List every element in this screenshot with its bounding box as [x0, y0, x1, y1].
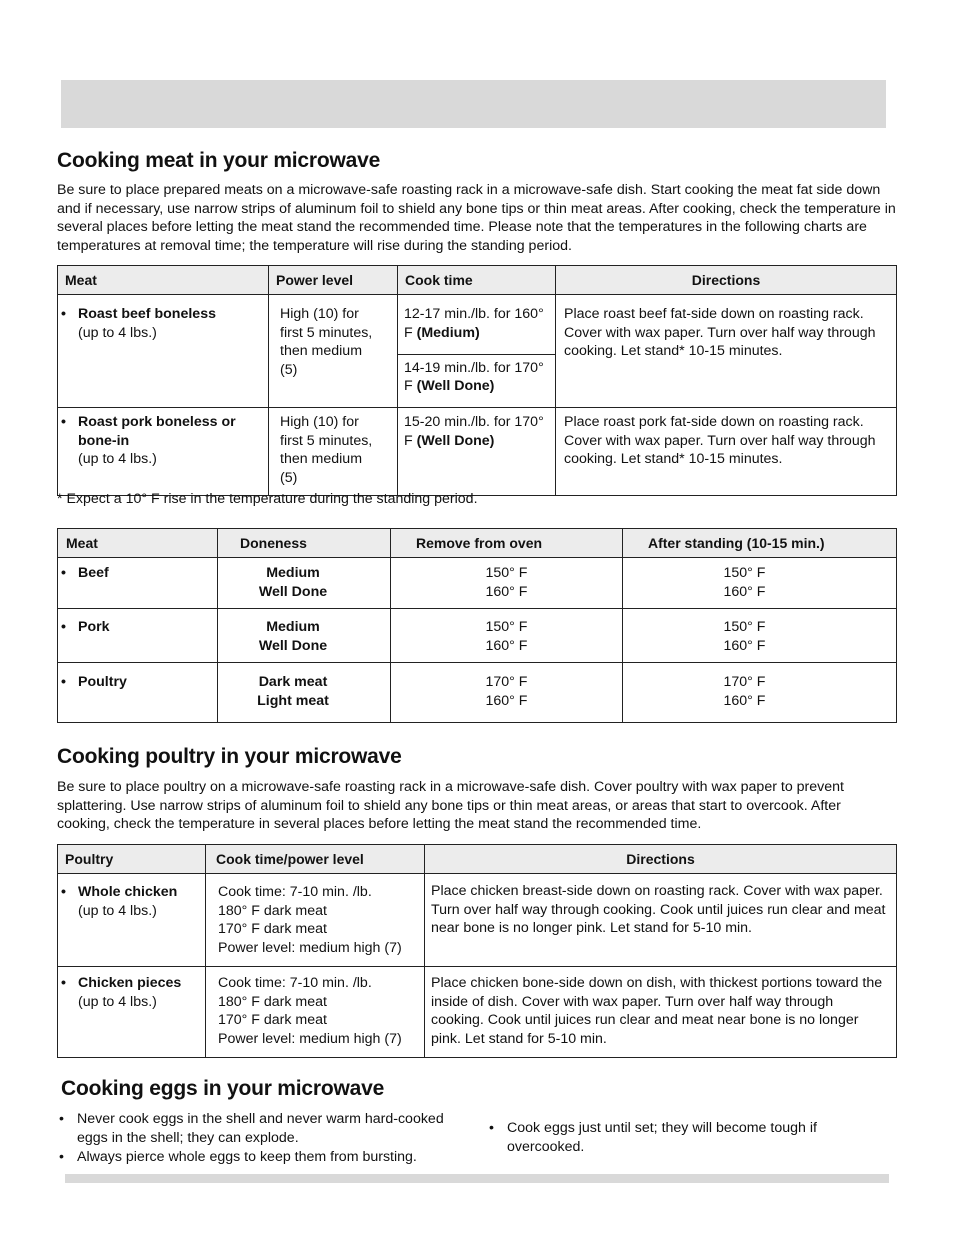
poultry-cooking-table: [57, 844, 897, 1058]
doneness-cell: Medium Well Done: [258, 619, 328, 654]
directions-cell: Place roast pork fat-side down on roasting rack. Cover with wax paper. Turn over half way through cooking. Let stand* 10-15 minutes.: [564, 414, 876, 468]
meat-note: (up to 4 lbs.): [78, 451, 157, 468]
power-level-cell: High (10) for first 5 minutes, then medium (5): [280, 414, 373, 486]
directions-cell: Place chicken bone-side down on dish, with thickest portions toward the inside of dish. Cover with wax paper. Turn over half way through cooking. Cook until juices run clear and meat near bone is no longer pink. Let stand for 5-10 min.: [431, 975, 883, 1047]
cook-time-cell: 15-20 min./lb. for 170° F (Well Done): [404, 414, 544, 449]
eggs-tips-left: [57, 1110, 457, 1168]
meat-name-cell: [58, 297, 268, 350]
cook-time-cell: 14-19 min./lb. for 170° F (Well Done): [404, 359, 544, 395]
power-col-header: Power level: [269, 266, 398, 295]
header-band: [61, 80, 886, 128]
meat-cooking-table: [57, 265, 897, 496]
directions-cell: Place chicken breast-side down on roasting rack. Cover with wax paper. Turn over half way through cooking. Cook until juices run clear and meat near bone is no longer pink. Let stand for 5-10 min.: [431, 883, 886, 937]
after-temp-cell: 150° F 160° F: [723, 619, 766, 654]
after-standing-col-header: After standing (10-15 min.): [623, 529, 897, 558]
after-temp-cell: 170° F 160° F: [723, 674, 766, 709]
remove-temp-cell: 170° F 160° F: [485, 674, 528, 709]
remove-temp-cell: 150° F 160° F: [485, 565, 528, 600]
table-row: [58, 558, 897, 609]
meat-name-cell: [58, 408, 268, 477]
meat-name: • Pork: [58, 609, 217, 645]
power-level-cell: High (10) for first 5 minutes, then medium (5): [280, 306, 373, 378]
poultry-name-cell: [58, 967, 205, 1019]
meat-section-heading: Cooking meat in your microwave: [57, 149, 381, 172]
footer-band: [65, 1174, 889, 1183]
poultry-name: Whole chicken: [78, 884, 178, 900]
meat-note: (up to 4 lbs.): [78, 324, 157, 341]
table-row: [58, 874, 897, 967]
meat-name: • Beef: [58, 558, 217, 591]
meat-name: Roast beef boneless: [78, 306, 216, 322]
directions-col-header: Directions: [556, 266, 897, 295]
poultry-name: Chicken pieces: [78, 975, 182, 991]
cook-power-col-header: Cook time/power level: [206, 845, 425, 874]
remove-temp-cell: 150° F 160° F: [485, 619, 528, 654]
poultry-section-intro: Be sure to place poultry on a microwave-safe roasting rack in a microwave-safe dish. Cover poultry with wax paper to prevent splattering. Use narrow strips of aluminum foil to shield any bone tips or thin meat areas, or areas that start to overcook. After cooking, check the temperature in several places before letting the meat stand the recommended time.: [57, 779, 844, 833]
poultry-name-cell: [58, 874, 205, 928]
after-temp-cell: 150° F 160° F: [723, 565, 766, 600]
doneness-cell: Medium Well Done: [258, 565, 328, 600]
cooktime-col-header: Cook time: [398, 266, 556, 295]
directions-col-header: Directions: [425, 845, 897, 874]
table-row: [58, 967, 897, 1058]
meat-name: Roast pork boneless or bone-in: [78, 414, 236, 449]
cook-time-cell: 12-17 min./lb. for 160° F (Medium): [404, 306, 544, 341]
eggs-section-heading: Cooking eggs in your microwave: [61, 1077, 385, 1100]
doneness-cell: Dark meat Light meat: [257, 674, 329, 709]
list-item: • Cook eggs just until set; they will become tough if overcooked.: [487, 1119, 867, 1156]
remove-col-header: Remove from oven: [391, 529, 623, 558]
directions-cell: Place roast beef fat-side down on roasting rack. Cover with wax paper. Turn over half way through cooking. Let stand* 10-15 minutes.: [564, 306, 876, 360]
poultry-section-heading: Cooking poultry in your microwave: [57, 745, 402, 768]
cook-power-cell: Cook time: 7-10 min. /lb. 180° F dark meat 170° F dark meat Power level: medium high (7): [218, 884, 402, 956]
table-row: [58, 295, 897, 355]
meat-col-header: Meat: [58, 529, 218, 558]
standing-footnote: * Expect a 10° F rise in the temperature during the standing period.: [57, 491, 478, 507]
table-row: [58, 408, 897, 496]
poultry-note: (up to 4 lbs.): [78, 993, 157, 1010]
table-row: [58, 663, 897, 723]
meat-section-intro: Be sure to place prepared meats on a microwave-safe roasting rack in a microwave-safe dish. Start cooking the meat fat side down and if necessary, use narrow strips of aluminum foil to shield any bone tips or thin meat areas. After cooking, check the temperature in several places before letting the meat stand the recommended time. Please note that the temperatures in the following charts are temperatures at removal time; the temperature will rise during the standing period.: [57, 182, 896, 254]
meat-name: • Poultry: [58, 663, 217, 700]
table-row: [58, 609, 897, 663]
eggs-tips-right: [487, 1119, 867, 1157]
poultry-col-header: Poultry: [58, 845, 206, 874]
poultry-note: (up to 4 lbs.): [78, 902, 157, 919]
meat-col-header: Meat: [58, 266, 269, 295]
doneness-col-header: Doneness: [218, 529, 391, 558]
cook-power-cell: Cook time: 7-10 min. /lb. 180° F dark meat 170° F dark meat Power level: medium high (7): [218, 975, 402, 1047]
doneness-temp-table: [57, 528, 897, 723]
list-item: • Never cook eggs in the shell and never warm hard-cooked eggs in the shell; they can explode.: [57, 1110, 457, 1147]
list-item: • Always pierce whole eggs to keep them from bursting.: [57, 1148, 457, 1167]
